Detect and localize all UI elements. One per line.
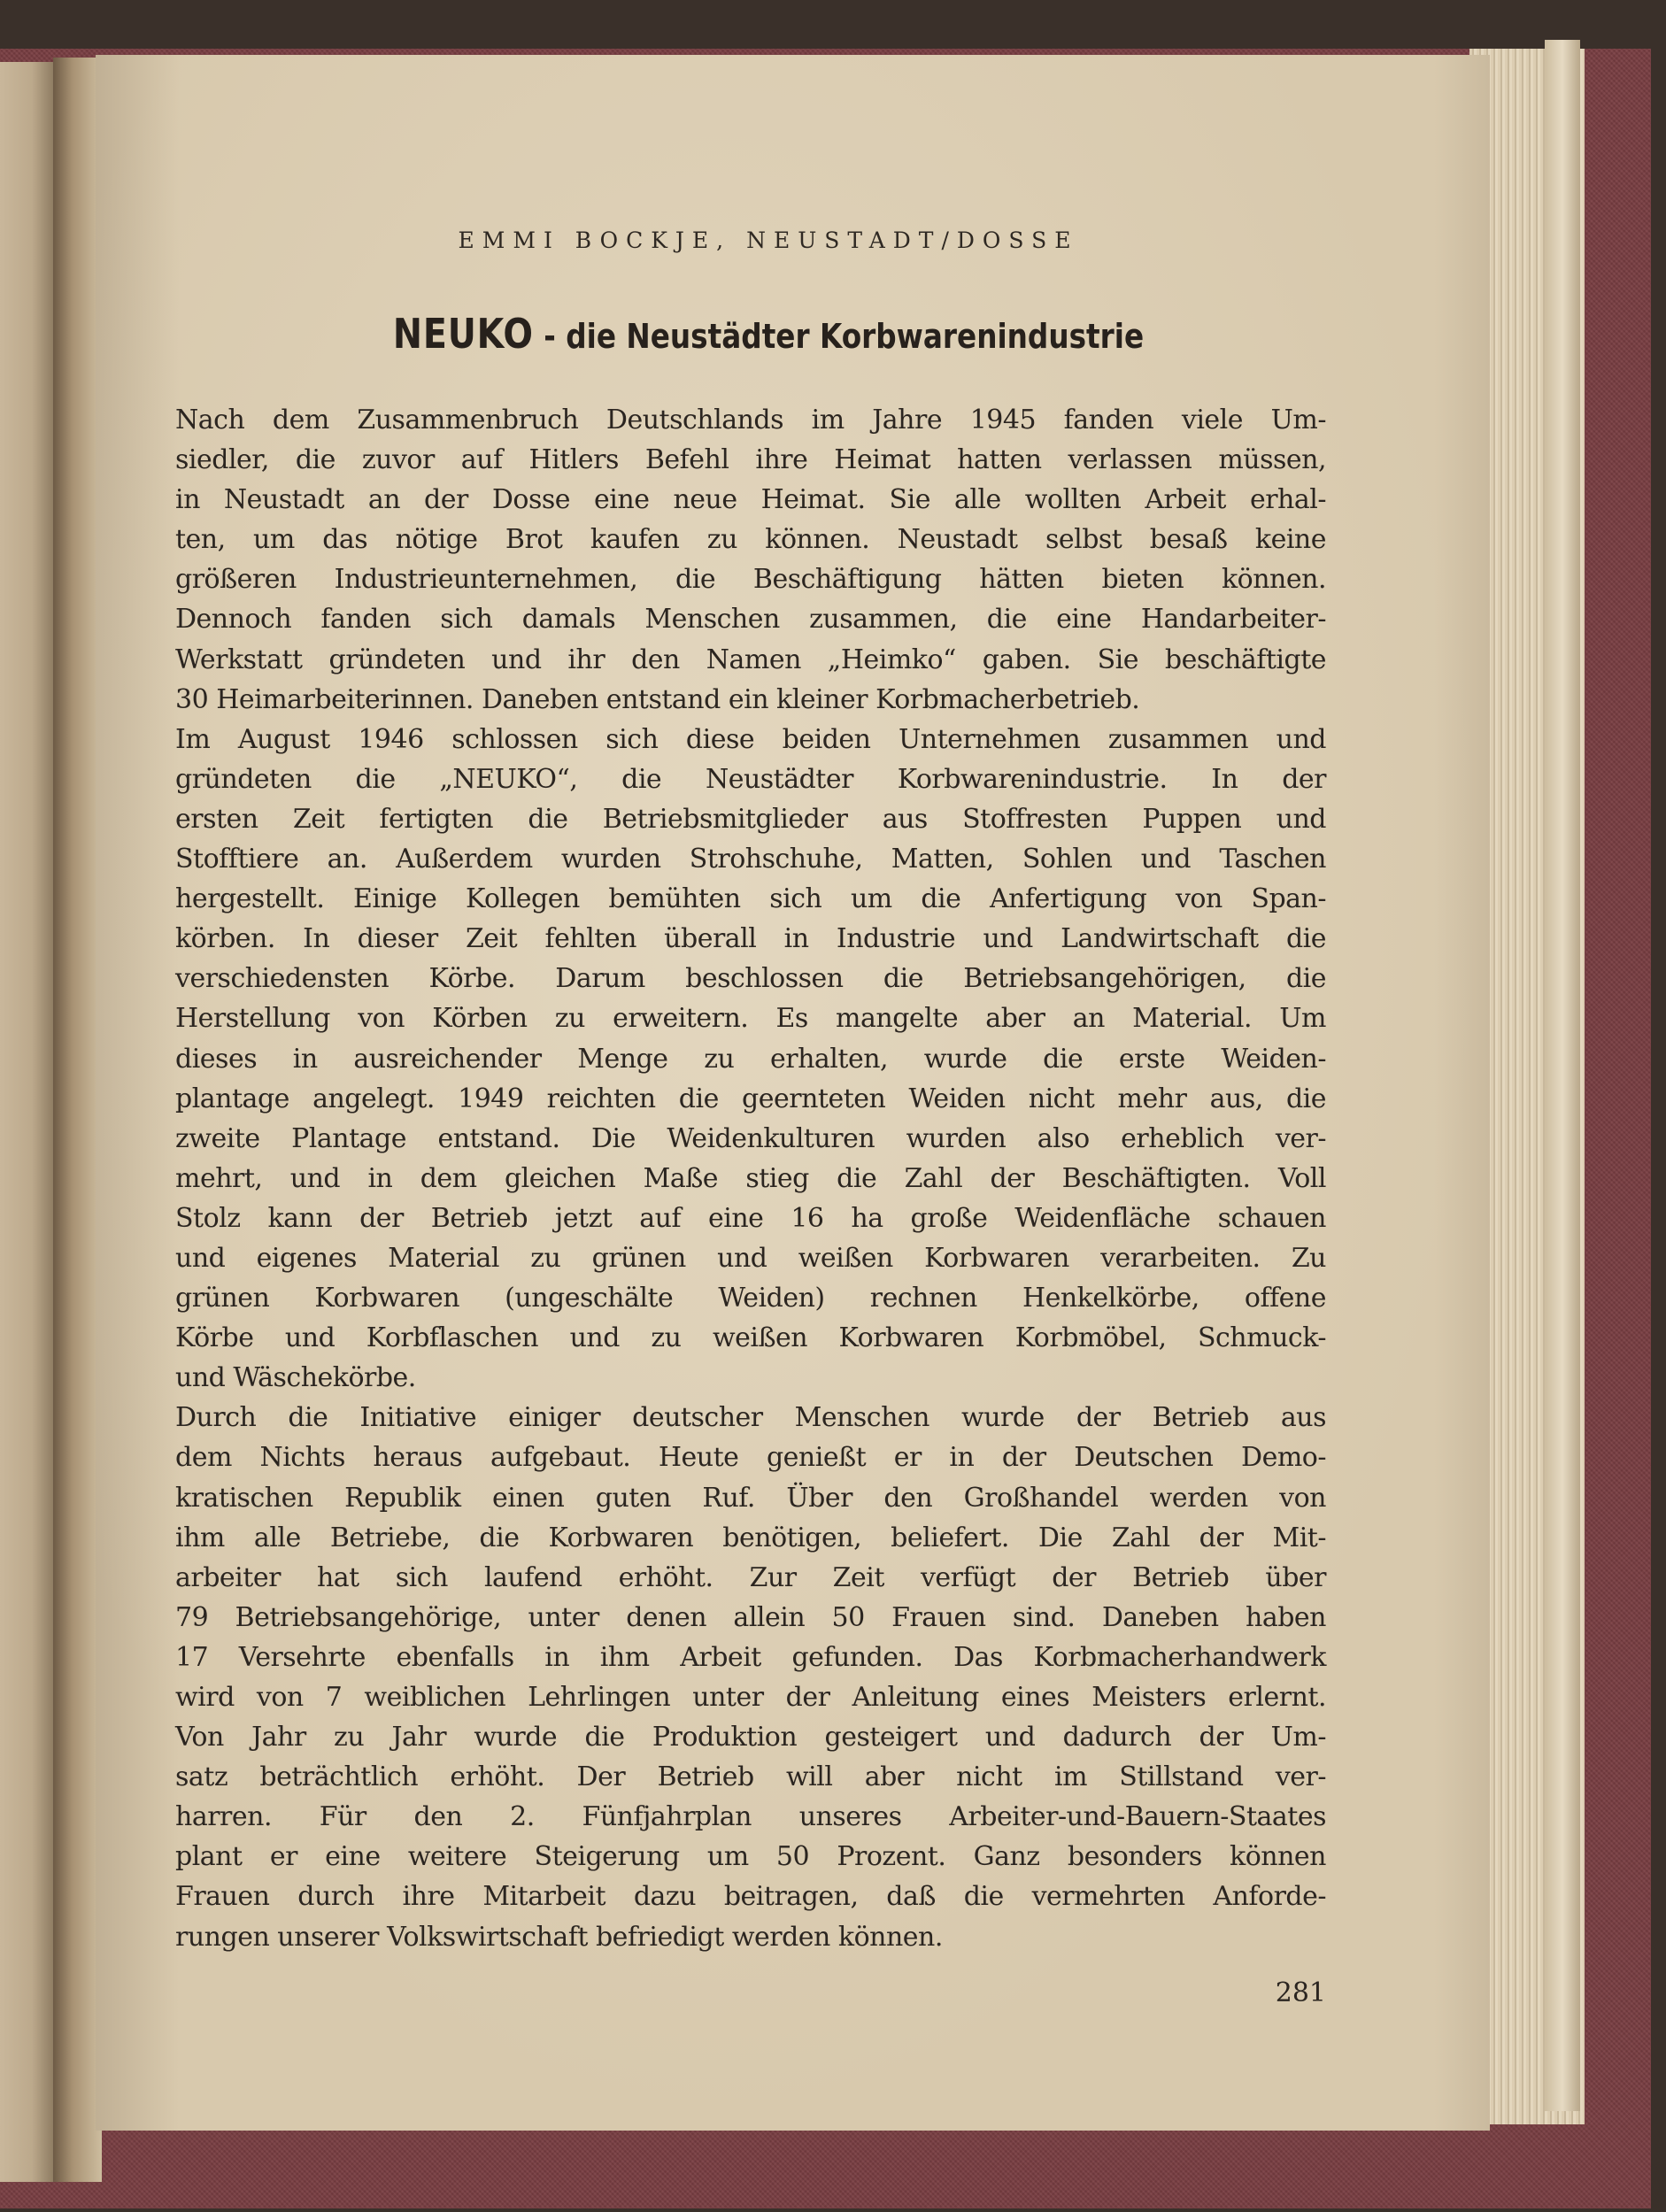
text-line: Werkstatt gründeten und ihr den Namen „Heimko“ gaben. Sie beschäftigte	[175, 644, 1326, 675]
text-line: ersten Zeit fertigten die Betriebsmitglieder aus Stoffresten Puppen und	[175, 803, 1326, 835]
text-line: plantage angelegt. 1949 reichten die geernteten Weiden nicht mehr aus, die	[175, 1083, 1326, 1114]
title-subtitle: die Neustädter Korbwarenindustrie	[566, 317, 1145, 356]
text-line: wird von 7 weiblichen Lehrlingen unter der Anleitung eines Meisters erlernt.	[175, 1682, 1326, 1713]
text-line: Dennoch fanden sich damals Menschen zusammen, die eine Handarbeiter-	[175, 604, 1326, 636]
text-line: 17 Versehrte ebenfalls in ihm Arbeit gefunden. Das Korbmacherhandwerk	[175, 1641, 1326, 1673]
text-line: Im August 1946 schlossen sich diese beiden Unternehmen zusammen und	[175, 723, 1326, 755]
text-line: Frauen durch ihre Mitarbeit dazu beitragen, daß die vermehrten Anforde-	[175, 1881, 1326, 1913]
article-body	[175, 400, 1326, 1957]
text-line: Durch die Initiative einiger deutscher Menschen wurde der Betrieb aus	[175, 1402, 1326, 1434]
text-line: zweite Plantage entstand. Die Weidenkulturen wurden also erheblich ver-	[175, 1122, 1326, 1154]
text-line: in Neustadt an der Dosse eine neue Heimat. Sie alle wollten Arbeit erhal-	[175, 484, 1326, 516]
text-line: harren. Für den 2. Fünfjahrplan unseres Arbeiter-und-Bauern-Staates	[175, 1801, 1326, 1833]
text-line: mehrt, und in dem gleichen Maße stieg die Zahl der Beschäftigten. Voll	[175, 1162, 1326, 1194]
paragraph-2	[175, 720, 1326, 1399]
title-separator: -	[544, 317, 556, 356]
book-gutter	[53, 58, 102, 2182]
text-line: Körbe und Korbflaschen und zu weißen Korbwaren Korbmöbel, Schmuck-	[175, 1322, 1326, 1354]
text-line: grünen Korbwaren (ungeschälte Weiden) rechnen Henkelkörbe, offene	[175, 1283, 1326, 1314]
paragraph-3	[175, 1398, 1326, 1956]
text-line: und Wäschekörbe.	[175, 1362, 416, 1394]
text-line: dem Nichts heraus aufgebaut. Heute genießt er in der Deutschen Demo-	[175, 1442, 1326, 1474]
text-line: Von Jahr zu Jahr wurde die Produktion gesteigert und dadurch der Um-	[175, 1722, 1326, 1753]
left-page-edge	[0, 62, 53, 2182]
page-number: 281	[1275, 1977, 1326, 2008]
text-line: Stofftiere an. Außerdem wurden Strohschuhe, Matten, Sohlen und Taschen	[175, 844, 1326, 875]
title-main: NEUKO	[392, 310, 534, 358]
text-line: größeren Industrieunternehmen, die Beschäftigung hätten bieten können.	[175, 564, 1326, 596]
text-line: hergestellt. Einige Kollegen bemühten sich um die Anfertigung von Span-	[175, 883, 1326, 915]
text-line: und eigenes Material zu grünen und weißen Korbwaren verarbeiten. Zu	[175, 1242, 1326, 1274]
article-title	[189, 310, 1346, 358]
text-line: verschiedensten Körbe. Darum beschlossen die Betriebsangehörigen, die	[175, 963, 1326, 995]
text-line: 30 Heimarbeiterinnen. Daneben entstand ein kleiner Korbmacherbetrieb.	[175, 683, 1140, 715]
text-line: gründeten die „NEUKO“, die Neustädter Korbwarenindustrie. In der	[175, 763, 1326, 795]
text-line: plant er eine weitere Steigerung um 50 Prozent. Ganz besonders können	[175, 1841, 1326, 1873]
text-line: arbeiter hat sich laufend erhöht. Zur Zeit verfügt der Betrieb über	[175, 1561, 1326, 1593]
text-line: ten, um das nötige Brot kaufen zu können. Neustadt selbst besaß keine	[175, 524, 1326, 556]
text-line: satz beträchtlich erhöht. Der Betrieb will aber nicht im Stillstand ver-	[175, 1761, 1326, 1793]
text-line: körben. In dieser Zeit fehlten überall in Industrie und Landwirtschaft die	[175, 923, 1326, 955]
page-edges-outer	[1545, 40, 1580, 2111]
text-line: Stolz kann der Betrieb jetzt auf eine 16 ha große Weidenfläche schauen	[175, 1202, 1326, 1234]
text-line: Herstellung von Körben zu erweitern. Es mangelte aber an Material. Um	[175, 1003, 1326, 1035]
text-line: 79 Betriebsangehörige, unter denen allein 50 Frauen sind. Daneben haben	[175, 1601, 1326, 1633]
text-line: Nach dem Zusammenbruch Deutschlands im Jahre 1945 fanden viele Um-	[175, 405, 1326, 435]
book-page	[96, 55, 1490, 2131]
running-header: EMMI BOCKJE, NEUSTADT/DOSSE	[458, 227, 1079, 253]
text-line: rungen unserer Volkswirtschaft befriedigt werden können.	[175, 1921, 943, 1953]
paragraph-1	[175, 400, 1326, 720]
text-line: kratischen Republik einen guten Ruf. Über den Großhandel werden von	[175, 1482, 1326, 1514]
text-line: dieses in ausreichender Menge zu erhalten, wurde die erste Weiden-	[175, 1043, 1326, 1075]
text-line: siedler, die zuvor auf Hitlers Befehl ihre Heimat hatten verlassen müssen,	[175, 444, 1326, 476]
text-line: ihm alle Betriebe, die Korbwaren benötigen, beliefert. Die Zahl der Mit-	[175, 1522, 1326, 1553]
